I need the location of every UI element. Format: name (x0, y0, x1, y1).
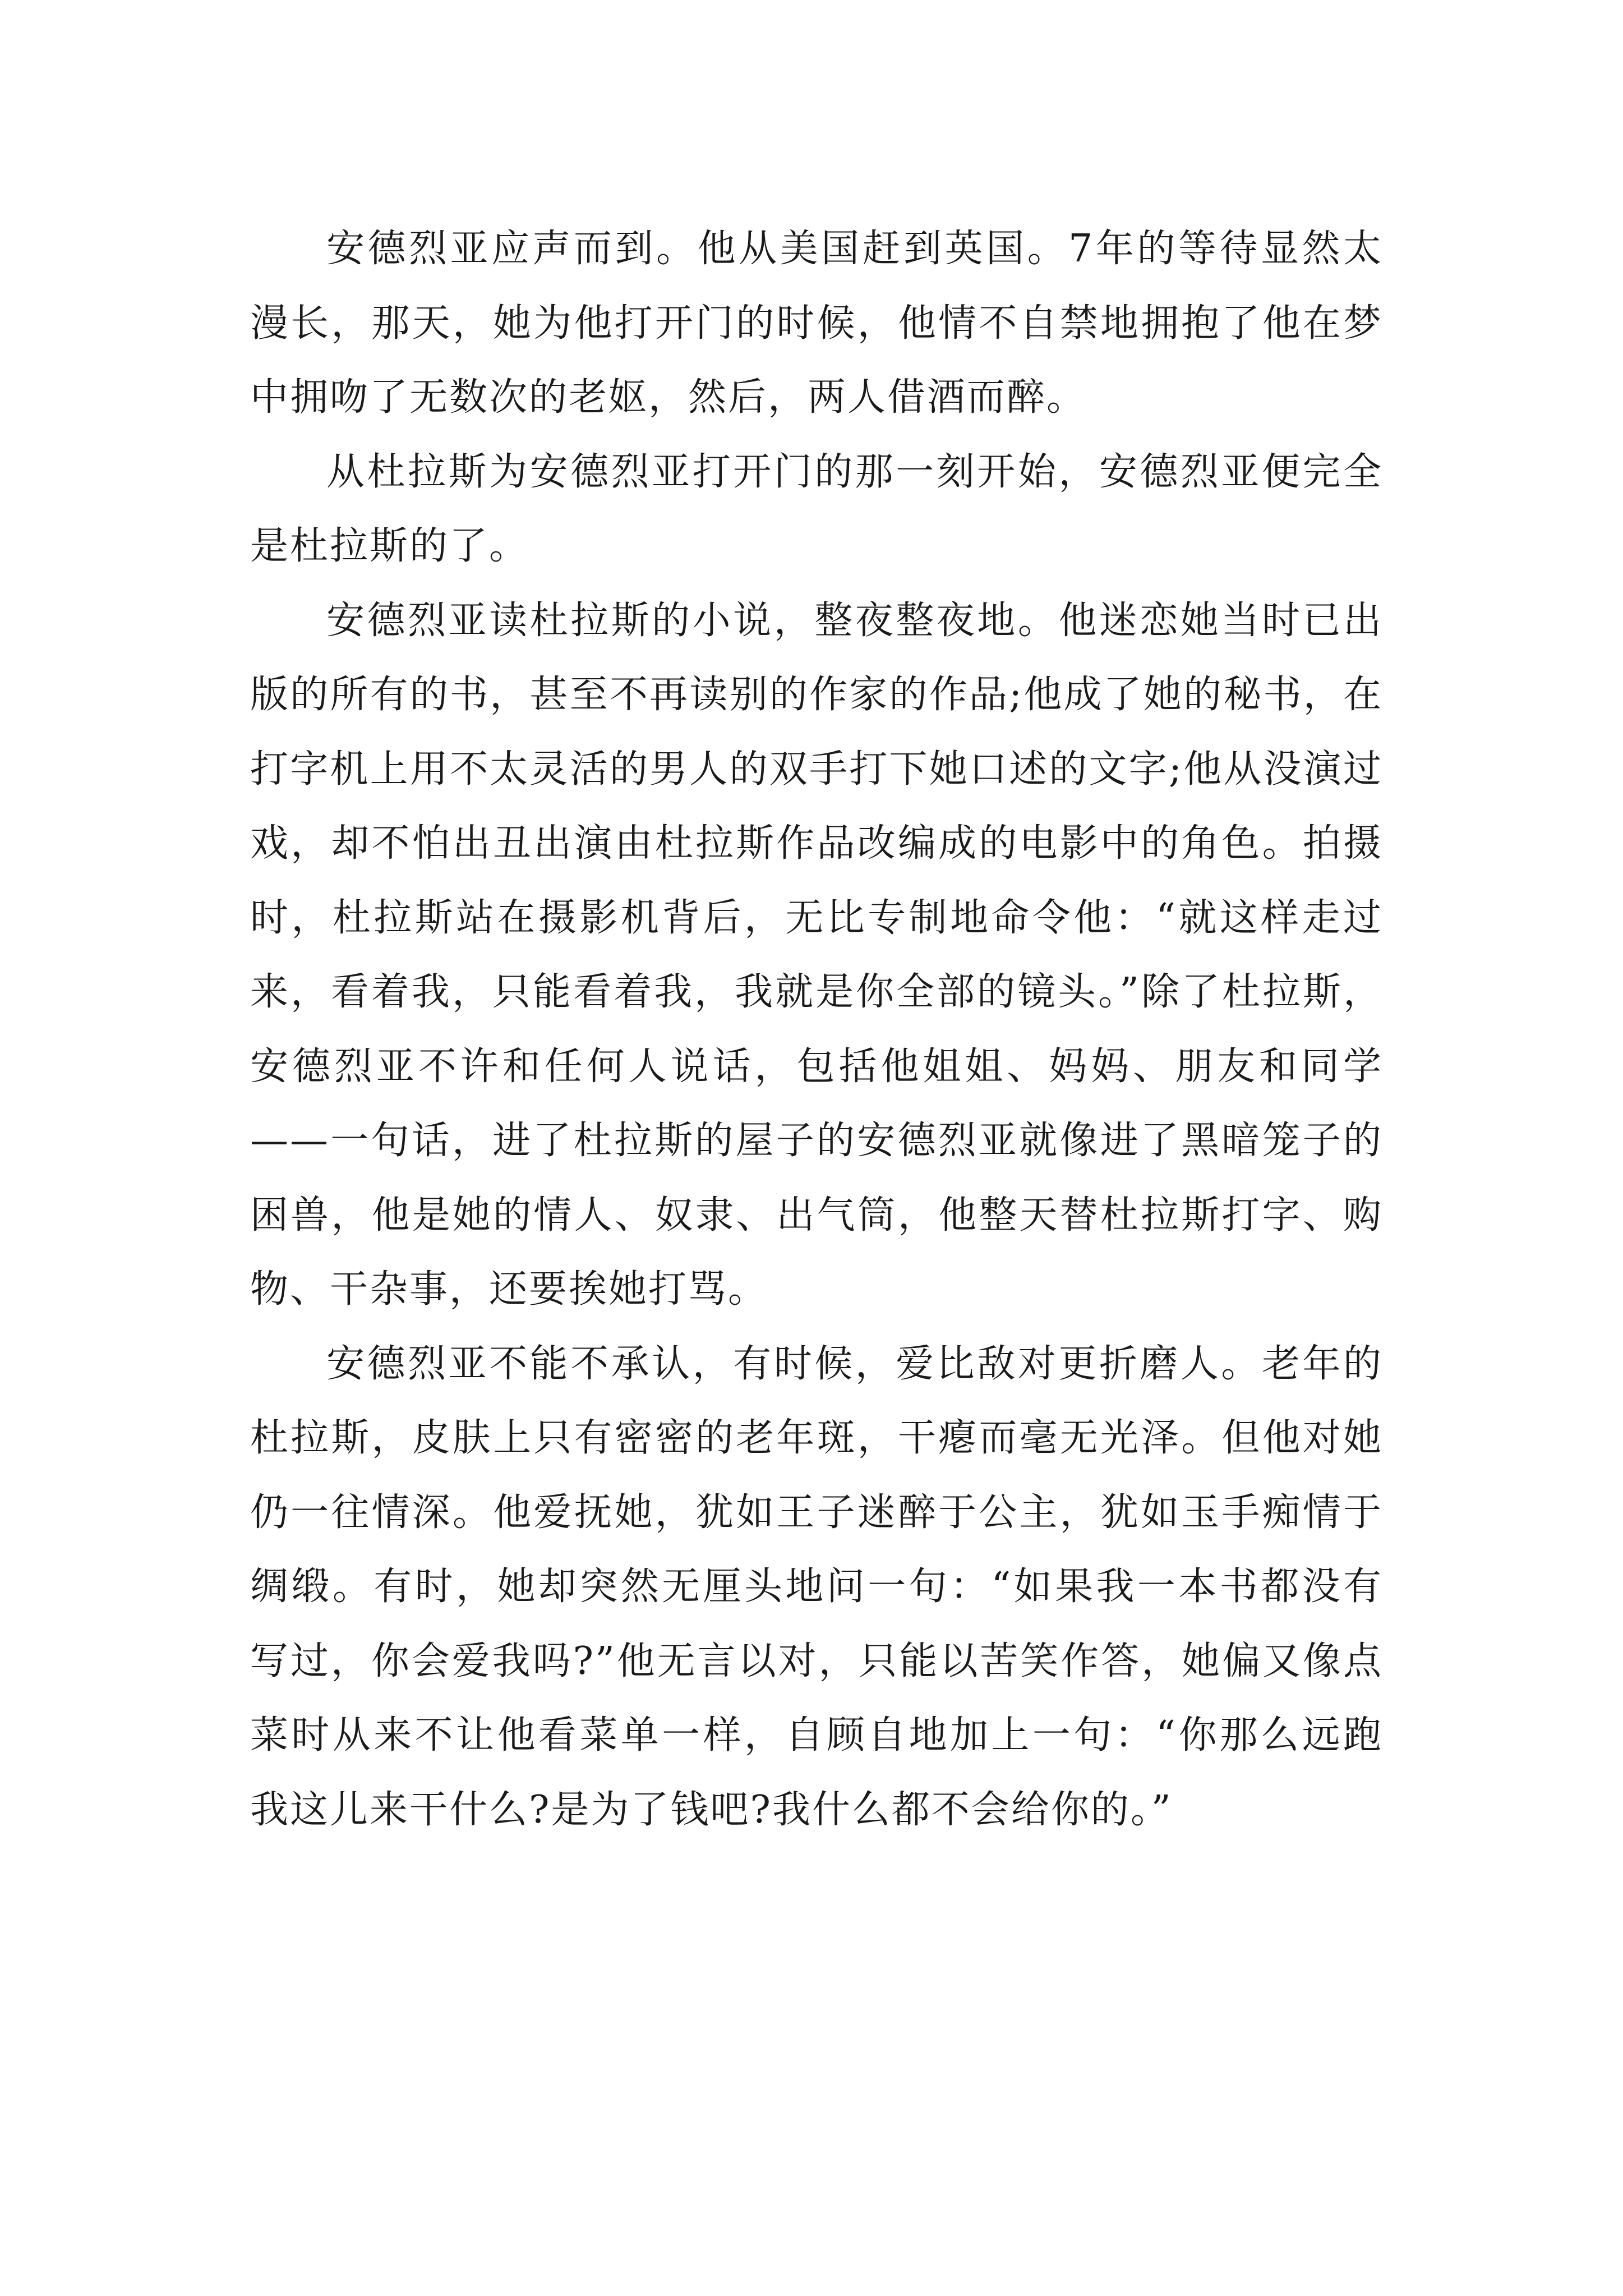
document-body (250, 212, 1383, 1847)
paragraph-4: 安德烈亚不能不承认，有时候，爱比敌对更折磨人。老年的杜拉斯，皮肤上只有密密的老年斑，干瘪而毫无光泽。但他对她仍一往情深。他爱抚她，犹如王子迷醉于公主，犹如玉手痴情于绸缎。有时，她却突然无厘头地问一句：“如果我一本书都没有写过，你会爱我吗?”他无言以对，只能以苦笑作答，她偏又像点菜时从来不让他看菜单一样，自顾自地加上一句：“你那么远跑我这儿来干什么?是为了钱吧?我什么都不会给你的。” (250, 1341, 1383, 1832)
paragraph-3: 安德烈亚读杜拉斯的小说，整夜整夜地。他迷恋她当时已出版的所有的书，甚至不再读别的作家的作品;他成了她的秘书，在打字机上用不太灵活的男人的双手打下她口述的文字;他从没演过戏，却不怕出丑出演由杜拉斯作品改编成的电影中的角色。拍摄时，杜拉斯站在摄影机背后，无比专制地命令他：“就这样走过来，看着我，只能看着我，我就是你全部的镜头。”除了杜拉斯，安德烈亚不许和任何人说话，包括他姐姐、妈妈、朋友和同学——一句话，进了杜拉斯的屋子的安德烈亚就像进了黑暗笼子的困兽，他是她的情人、奴隶、出气筒，他整天替杜拉斯打字、购物、干杂事，还要挨她打骂。 (250, 598, 1383, 1312)
paragraph-2: 从杜拉斯为安德烈亚打开门的那一刻开始，安德烈亚便完全是杜拉斯的了。 (250, 449, 1383, 568)
paragraph-1: 安德烈亚应声而到。他从美国赶到英国。7年的等待显然太漫长，那天，她为他打开门的时候，他情不自禁地拥抱了他在梦中拥吻了无数次的老妪，然后，两人借酒而醉。 (250, 227, 1383, 420)
